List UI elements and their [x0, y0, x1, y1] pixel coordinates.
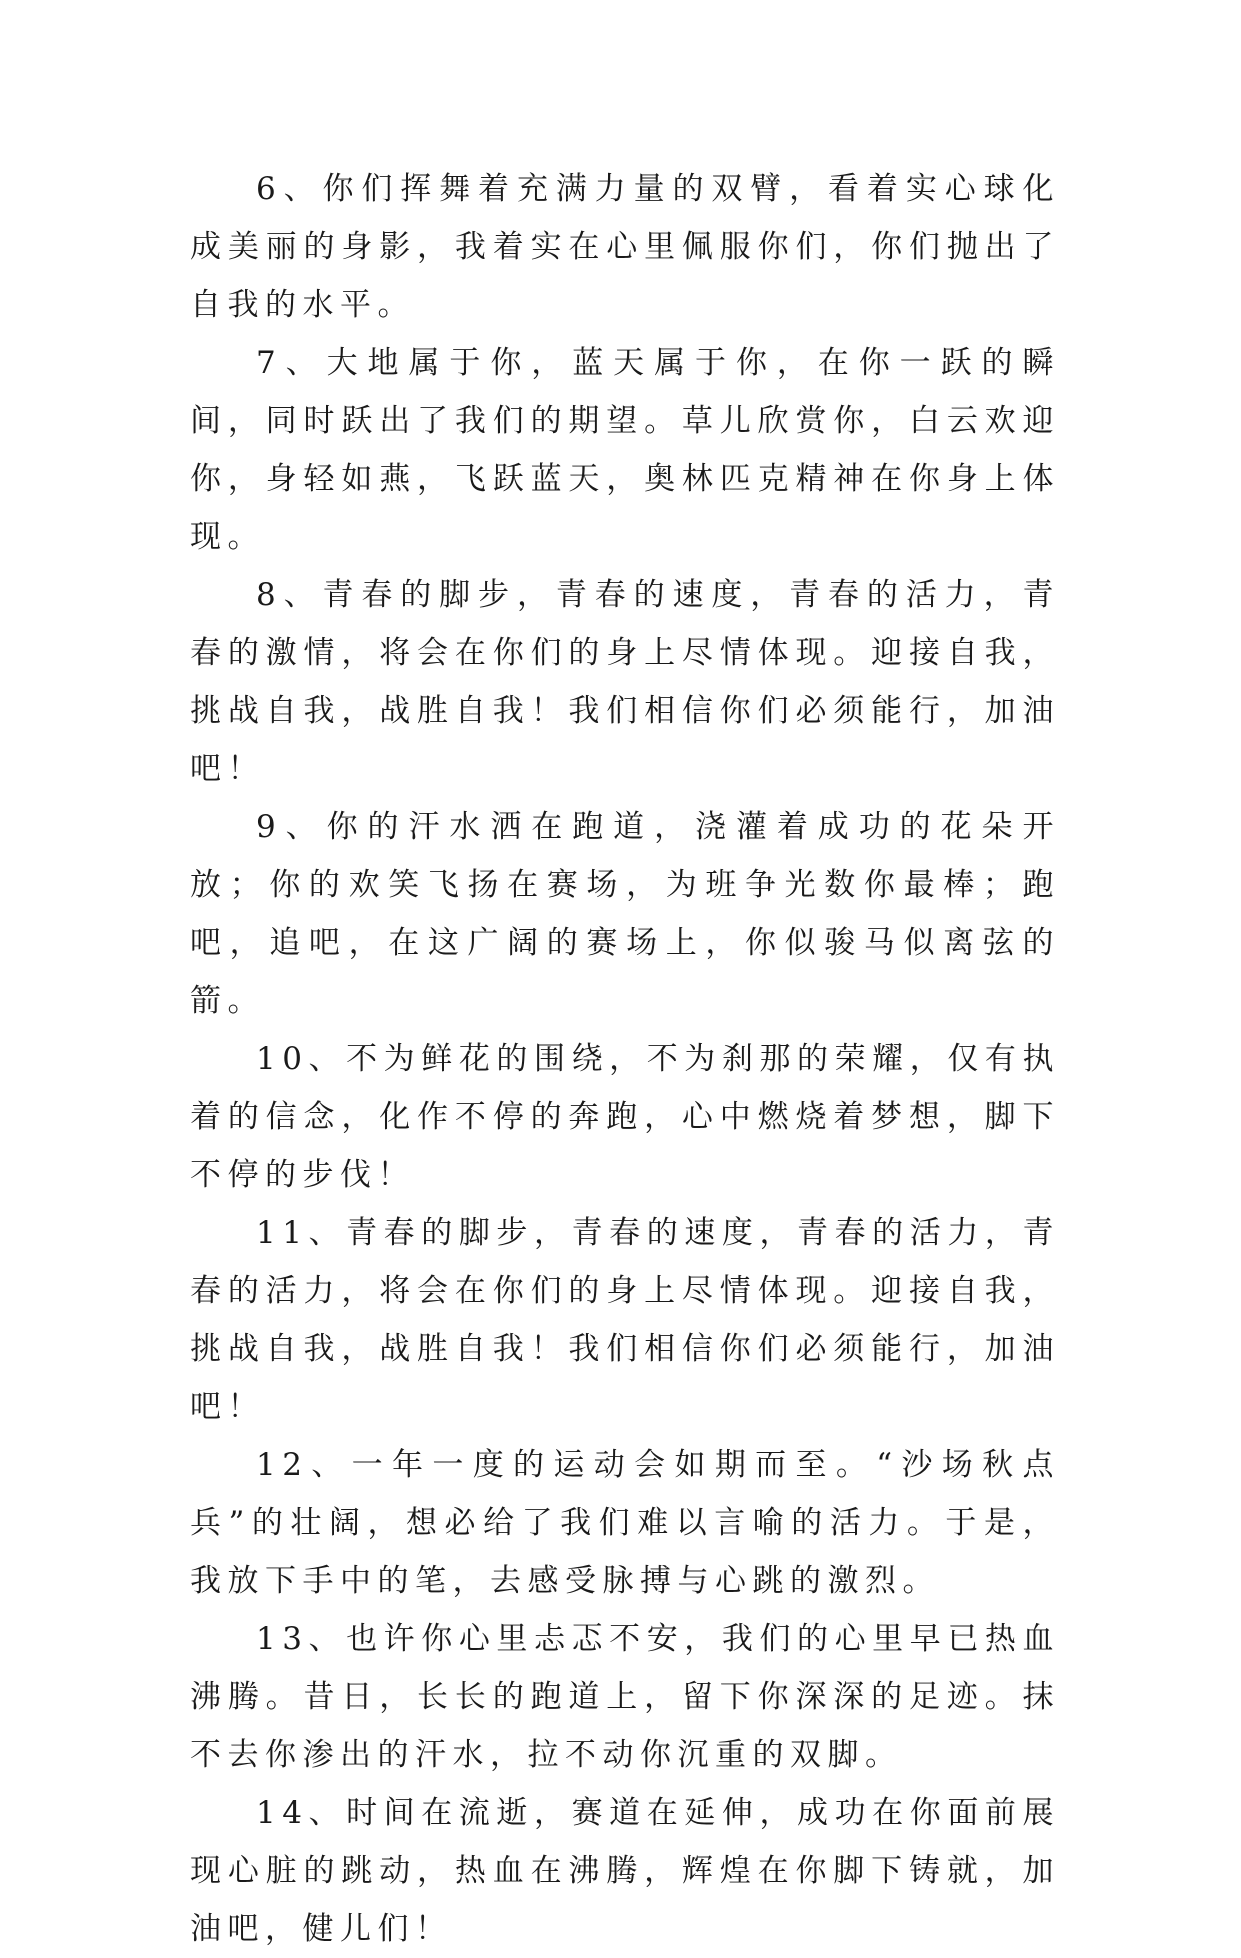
paragraph-10: 10、不为鲜花的围绕，不为刹那的荣耀，仅有执着的信念，化作不停的奔跑，心中燃烧着梦想，脚下不停的步伐！ [190, 1041, 1060, 1193]
paragraph-11: 11、青春的脚步，青春的速度，青春的活力，青春的活力，将会在你们的身上尽情体现。迎接自我，挑战自我，战胜自我！我们相信你们必须能行，加油吧！ [190, 1215, 1060, 1425]
paragraph-14: 14、时间在流逝，赛道在延伸，成功在你面前展现心脏的跳动，热血在沸腾，辉煌在你脚下铸就，加油吧，健儿们！ [190, 1795, 1060, 1947]
paragraph-12: 12、一年一度的运动会如期而至。“沙场秋点兵”的壮阔，想必给了我们难以言喻的活力。于是，我放下手中的笔，去感受脉搏与心跳的激烈。 [190, 1447, 1060, 1599]
paragraph-6: 6、你们挥舞着充满力量的双臂，看着实心球化成美丽的身影，我着实在心里佩服你们，你们抛出了自我的水平。 [190, 171, 1060, 323]
paragraph-8: 8、青春的脚步，青春的速度，青春的活力，青春的激情，将会在你们的身上尽情体现。迎接自我，挑战自我，战胜自我！我们相信你们必须能行，加油吧！ [190, 577, 1060, 787]
paragraph-7: 7、大地属于你，蓝天属于你，在你一跃的瞬间，同时跃出了我们的期望。草儿欣赏你，白云欢迎你，身轻如燕，飞跃蓝天，奥林匹克精神在你身上体现。 [190, 345, 1060, 555]
document-body [190, 160, 1060, 1958]
paragraph-13: 13、也许你心里忐忑不安，我们的心里早已热血沸腾。昔日，长长的跑道上，留下你深深的足迹。抹不去你渗出的汗水，拉不动你沉重的双脚。 [190, 1621, 1060, 1773]
paragraph-9: 9、你的汗水洒在跑道，浇灌着成功的花朵开放；你的欢笑飞扬在赛场，为班争光数你最棒；跑吧，追吧，在这广阔的赛场上，你似骏马似离弦的箭。 [190, 809, 1060, 1019]
